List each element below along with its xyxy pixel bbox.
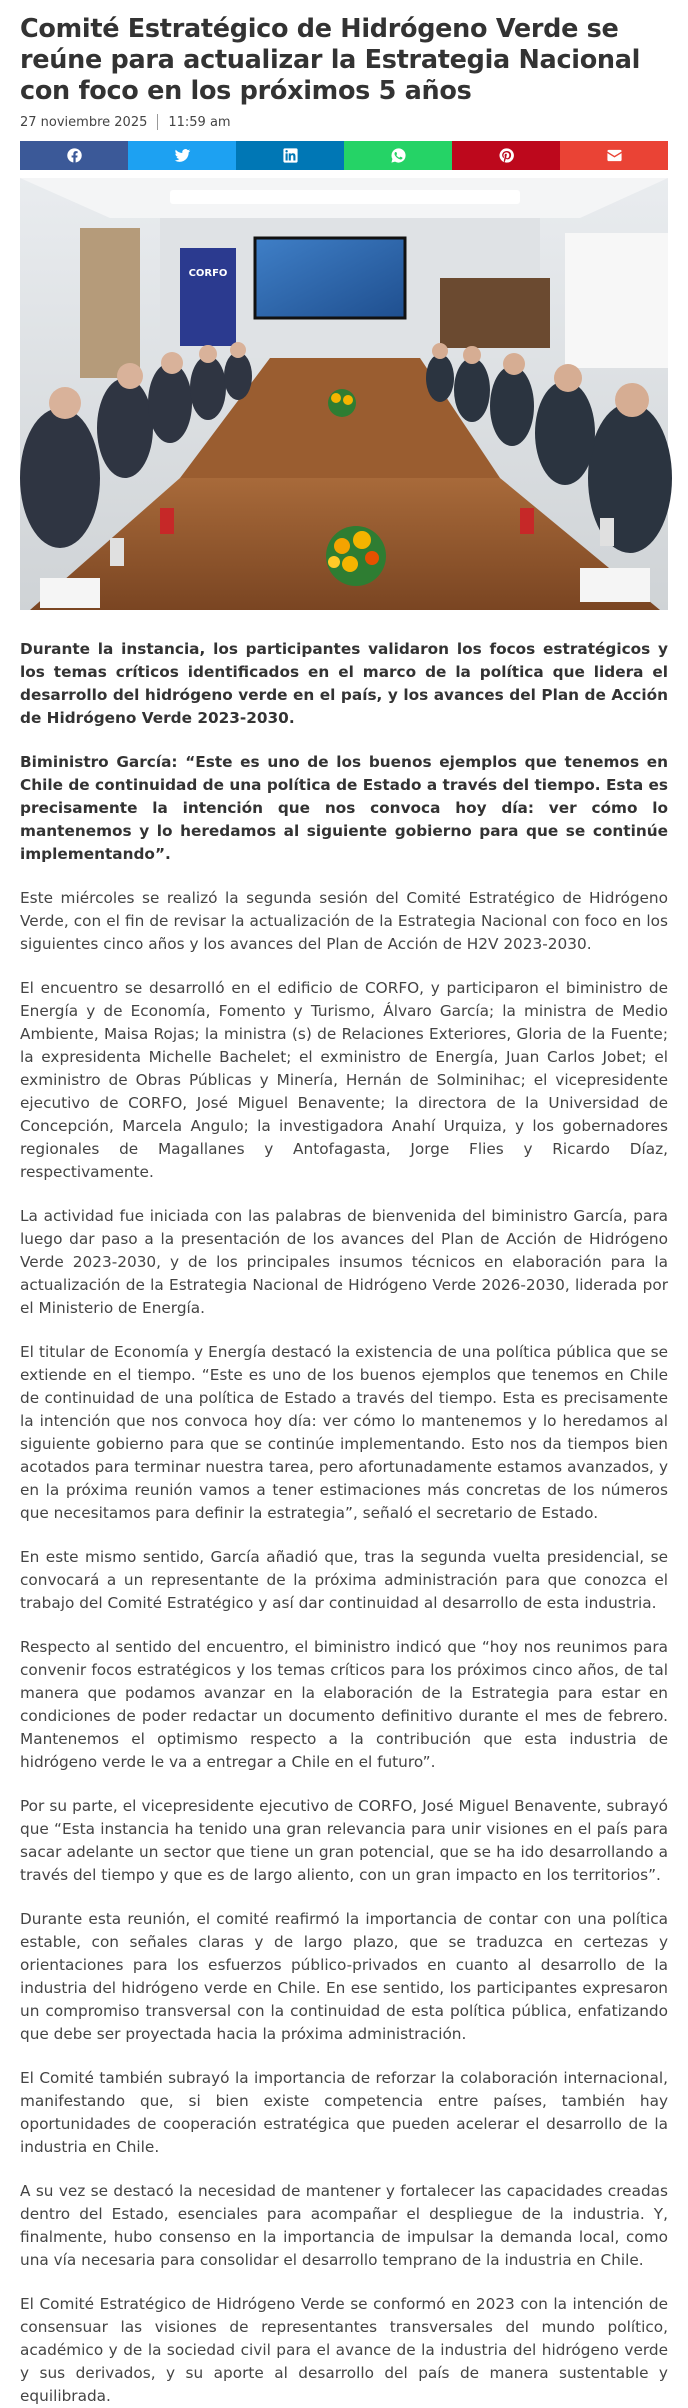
- article-time: 11:59 am: [168, 114, 231, 130]
- banner-text: CORFO: [188, 268, 228, 279]
- body-paragraph: La actividad fue iniciada con las palabras de bienvenida del biministro García, para luego dar paso a la presentación de los avances del Plan de Acción de Hidrógeno Verde 2023-2030, y de los principales insumos técnicos en elaboración para la actualización de la Estrategia Nacional de Hidrógeno Verde 2026-2030, liderada por el Ministerio de Energía.: [20, 1207, 668, 1317]
- share-facebook-button[interactable]: [20, 141, 128, 170]
- share-twitter-button[interactable]: [128, 141, 236, 170]
- article-date: 27 noviembre 2025: [20, 114, 148, 130]
- twitter-icon: [174, 147, 191, 164]
- page-title: Comité Estratégico de Hidrógeno Verde se reúne para actualizar la Estrategia Nacional con foco en los próximos 5 años: [20, 14, 641, 106]
- meeting-room-illustration: [20, 178, 668, 610]
- body-paragraph: El encuentro se desarrolló en el edificio de CORFO, y participaron el biministro de Energía y de Economía, Fomento y Turismo, Álvaro García; la ministra de Medio Ambiente, Maisa Rojas; la ministra (s) de Relaciones Exteriores, Gloria de la Fuente; la expresidenta Michelle Bachelet; el exministro de Energía, Juan Carlos Jobet; el exministro de Obras Públicas y Minería, Hernán de Solminihac; el vicepresidente ejecutivo de CORFO, José Miguel Benavente; la directora de la Universidad de Concepción, Marcela Angulo; la investigadora Anahí Urquiza, y los gobernadores regionales de Magallanes y Antofagasta, Jorge Flies y Ricardo Díaz, respectivamente.: [20, 979, 668, 1181]
- share-pinterest-button[interactable]: [452, 141, 560, 170]
- share-email-button[interactable]: [560, 141, 668, 170]
- body-paragraph: A su vez se destacó la necesidad de mantener y fortalecer las capacidades creadas dentro del Estado, esenciales para acompañar el despliegue de la industria. Y, finalmente, hubo consenso en la importancia de impulsar la demanda local, como una vía necesaria para consolidar el desarrollo temprano de la industria en Chile.: [20, 2182, 668, 2269]
- share-bar: [20, 141, 668, 170]
- article-body: [20, 887, 668, 2408]
- body-paragraph: El titular de Economía y Energía destacó la existencia de una política pública que se extiende en el tiempo. “Este es uno de los buenos ejemplos que tenemos en Chile de continuidad de una política de Estado a través del tiempo. Esta es precisamente la intención que nos convoca hoy día: ver cómo lo mantenemos y lo heredamos al siguiente gobierno para que se continúe implementando. Esto nos da tiempos bien acotados para terminar nuestra tarea, pero afortunadamente estamos avanzados, y en la próxima reunión vamos a tener estimaciones más concretas de los números que necesitamos para definir la estrategia”, señaló el secretario de Estado.: [20, 1343, 668, 1522]
- email-icon: [606, 147, 623, 164]
- share-linkedin-button[interactable]: [236, 141, 344, 170]
- share-whatsapp-button[interactable]: [344, 141, 452, 170]
- body-paragraph: Respecto al sentido del encuentro, el biministro indicó que “hoy nos reunimos para convenir focos estratégicos y los temas críticos para los próximos cinco años, de tal manera que podamos avanzar en la elaboración de la Estrategia para estar en condiciones de poder redactar un documento definitivo durante el mes de febrero. Mantenemos el optimismo respecto a la contribución que esta industria de hidrógeno verde le va a entregar a Chile en el futuro”.: [20, 1638, 668, 1771]
- lead-paragraph: Biministro García: “Este es uno de los buenos ejemplos que tenemos en Chile de continuidad de una política de Estado a través del tiempo. Esta es precisamente la intención que nos convoca hoy día: ver cómo lo mantenemos y lo heredamos al siguiente gobierno para que se continúe implementando”.: [20, 753, 668, 863]
- lead-paragraph: Durante la instancia, los participantes validaron los focos estratégicos y los temas críticos identificados en el marco de la política que lidera el desarrollo del hidrógeno verde en el país, y los avances del Plan de Acción de Hidrógeno Verde 2023-2030.: [20, 640, 668, 727]
- body-paragraph: Por su parte, el vicepresidente ejecutivo de CORFO, José Miguel Benavente, subrayó que “Esta instancia ha tenido una gran relevancia para unir visiones en el país para sacar adelante un sector que tiene un gran potencial, que se ha ido desarrollando a través del tiempo y que es de largo aliento, con un gran impacto en los territorios”.: [20, 1797, 668, 1884]
- article-lead: [20, 638, 668, 866]
- meta-divider: [157, 114, 158, 130]
- facebook-icon: [66, 147, 83, 164]
- pinterest-icon: [498, 147, 515, 164]
- article-meta: [20, 113, 668, 131]
- body-paragraph: En este mismo sentido, García añadió que, tras la segunda vuelta presidencial, se convocará a un representante de la próxima administración para que conozca el trabajo del Comité Estratégico y así dar continuidad al desarrollo de esta industria.: [20, 1548, 668, 1612]
- body-paragraph: El Comité Estratégico de Hidrógeno Verde se conformó en 2023 con la intención de consensuar las visiones de representantes transversales del mundo político, académico y de la sociedad civil para el avance de la industria del hidrógeno verde y sus derivados, y su aporte al desarrollo del país de manera sustentable y equilibrada.: [20, 2295, 668, 2405]
- body-paragraph: Este miércoles se realizó la segunda sesión del Comité Estratégico de Hidrógeno Verde, con el fin de revisar la actualización de la Estrategia Nacional con foco en los siguientes cinco años y los avances del Plan de Acción de H2V 2023-2030.: [20, 889, 668, 953]
- article-photo: [20, 178, 668, 610]
- body-paragraph: Durante esta reunión, el comité reafirmó la importancia de contar con una política estable, con señales claras y de largo plazo, que se traduzca en certezas y orientaciones para los esfuerzos público-privados en cuanto al desarrollo de la industria del hidrógeno verde en Chile. En ese sentido, los participantes expresaron un compromiso transversal con la continuidad de esta política pública, enfatizando que debe ser proyectada hacia la próxima administración.: [20, 1910, 668, 2043]
- body-paragraph: El Comité también subrayó la importancia de reforzar la colaboración internacional, manifestando que, si bien existe competencia entre países, también hay oportunidades de cooperación estratégica que pueden acelerar el desarrollo de la industria en Chile.: [20, 2069, 668, 2156]
- linkedin-icon: [282, 147, 299, 164]
- whatsapp-icon: [390, 147, 407, 164]
- corfo-banner: [180, 248, 236, 346]
